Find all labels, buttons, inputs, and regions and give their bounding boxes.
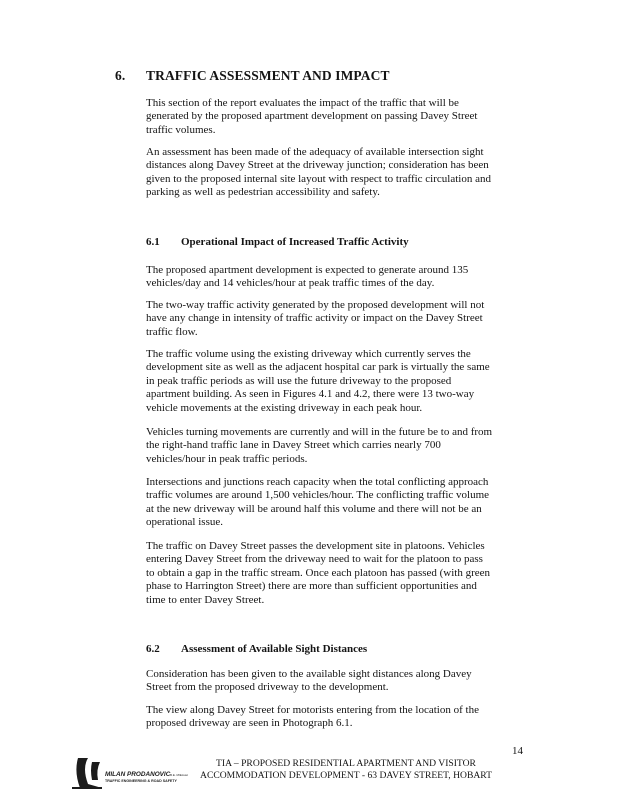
footer-line-2: ACCOMMODATION DEVELOPMENT - 63 DAVEY STREET, HOBART xyxy=(200,769,492,781)
footer xyxy=(186,758,506,781)
text-line: given to the proposed internal site layout with respect to traffic circulation and xyxy=(146,172,491,185)
subsection-number: 6.2 xyxy=(146,643,160,655)
text-line: traffic flow. xyxy=(146,325,198,338)
section-title: TRAFFIC ASSESSMENT AND IMPACT xyxy=(146,68,390,83)
text-line: vehicles/day and 14 vehicles/hour at peak traffic times of the day. xyxy=(146,277,435,290)
footer-line-1: TIA – PROPOSED RESIDENTIAL APARTMENT AND VISITOR xyxy=(216,758,476,769)
logo-tagline: TRAFFIC ENGINEERING & ROAD SAFETY xyxy=(105,779,177,783)
text-line: Vehicles turning movements are currently and will in the future be to and from xyxy=(146,426,493,438)
text-line: The traffic on Davey Street passes the development site in platoons. Vehicles xyxy=(146,540,485,552)
text-line: Consideration has been given to the available sight distances along Davey xyxy=(146,668,472,680)
company-logo xyxy=(72,754,194,790)
subsection-number: 6.1 xyxy=(146,236,160,248)
text-line: parking as well as pedestrian accessibility and safety. xyxy=(146,186,380,199)
text-line: in peak traffic periods as will use the future driveway to the proposed xyxy=(146,374,452,387)
text-line: operational issue. xyxy=(146,516,223,529)
paragraph xyxy=(146,264,516,291)
page-number: 14 xyxy=(512,745,523,757)
text-line: distances along Davey Street at the driveway junction; consideration has been xyxy=(146,159,489,172)
text-line: have any change in intensity of traffic activity or impact on the Davey Street xyxy=(146,312,483,325)
text-line: Intersections and junctions reach capacity when the total conflicting approach xyxy=(146,476,489,488)
road-swoosh-icon xyxy=(91,762,100,780)
text-line: This section of the report evaluates the impact of the traffic that will be xyxy=(146,97,459,109)
text-line: proposed driveway are seen in Photograph 6.1. xyxy=(146,717,353,730)
paragraph xyxy=(146,299,516,339)
text-line: to obtain a gap in the traffic stream. Once each platoon has passed (with green xyxy=(146,566,491,579)
text-line: apartment building. As seen in Figures 4.1 and 4.2, there were 13 two-way xyxy=(146,388,475,401)
text-line: Street from the proposed driveway to the development. xyxy=(146,681,389,694)
text-line: at the new driveway will be around half this volume and there will not be an xyxy=(146,502,482,515)
logo-suffix: B.E. MIEAust xyxy=(170,773,188,777)
section-number: 6. xyxy=(115,68,126,83)
text-line: The traffic volume using the existing driveway which currently serves the xyxy=(146,348,471,360)
paragraph xyxy=(146,348,516,415)
subsection-title: Assessment of Available Sight Distances xyxy=(181,643,368,655)
text-line: The proposed apartment development is expected to generate around 135 xyxy=(146,264,469,276)
text-line: traffic volumes are around 1,500 vehicles/hour. The conflicting traffic volume xyxy=(146,489,490,502)
intro-paragraph-1 xyxy=(146,97,516,137)
text-line: vehicles/hour in peak traffic periods. xyxy=(146,452,308,465)
text-line: entering Davey Street from the driveway need to wait for the platoon to pass xyxy=(146,553,483,566)
text-line: The view along Davey Street for motorists entering from the location of the xyxy=(146,704,479,716)
paragraph xyxy=(146,704,516,731)
logo-name: MILAN PRODANOVIC xyxy=(105,771,171,778)
text-line: development site as well as the adjacent hospital car park is virtually the same xyxy=(146,361,490,374)
paragraph xyxy=(146,668,516,695)
text-line: time to enter Davey Street. xyxy=(146,593,265,606)
text-line: traffic volumes. xyxy=(146,123,216,136)
paragraph xyxy=(146,476,516,530)
text-line: generated by the proposed apartment development on passing Davey Street xyxy=(146,110,478,123)
text-line: vehicle movements at the existing driveway in each peak hour. xyxy=(146,401,423,414)
subsection-title: Operational Impact of Increased Traffic Activity xyxy=(181,236,409,248)
text-line: the right-hand traffic lane in Davey Street which carries nearly 700 xyxy=(146,439,441,452)
paragraph xyxy=(146,540,516,607)
text-line: phase to Harrington Street) there are more than sufficient opportunities and xyxy=(146,580,477,593)
text-line: The two-way traffic activity generated by the proposed development will not xyxy=(146,299,485,311)
intro-paragraph-2 xyxy=(146,146,516,200)
paragraph xyxy=(146,426,516,466)
text-line: An assessment has been made of the adequacy of available intersection sight xyxy=(146,146,484,158)
